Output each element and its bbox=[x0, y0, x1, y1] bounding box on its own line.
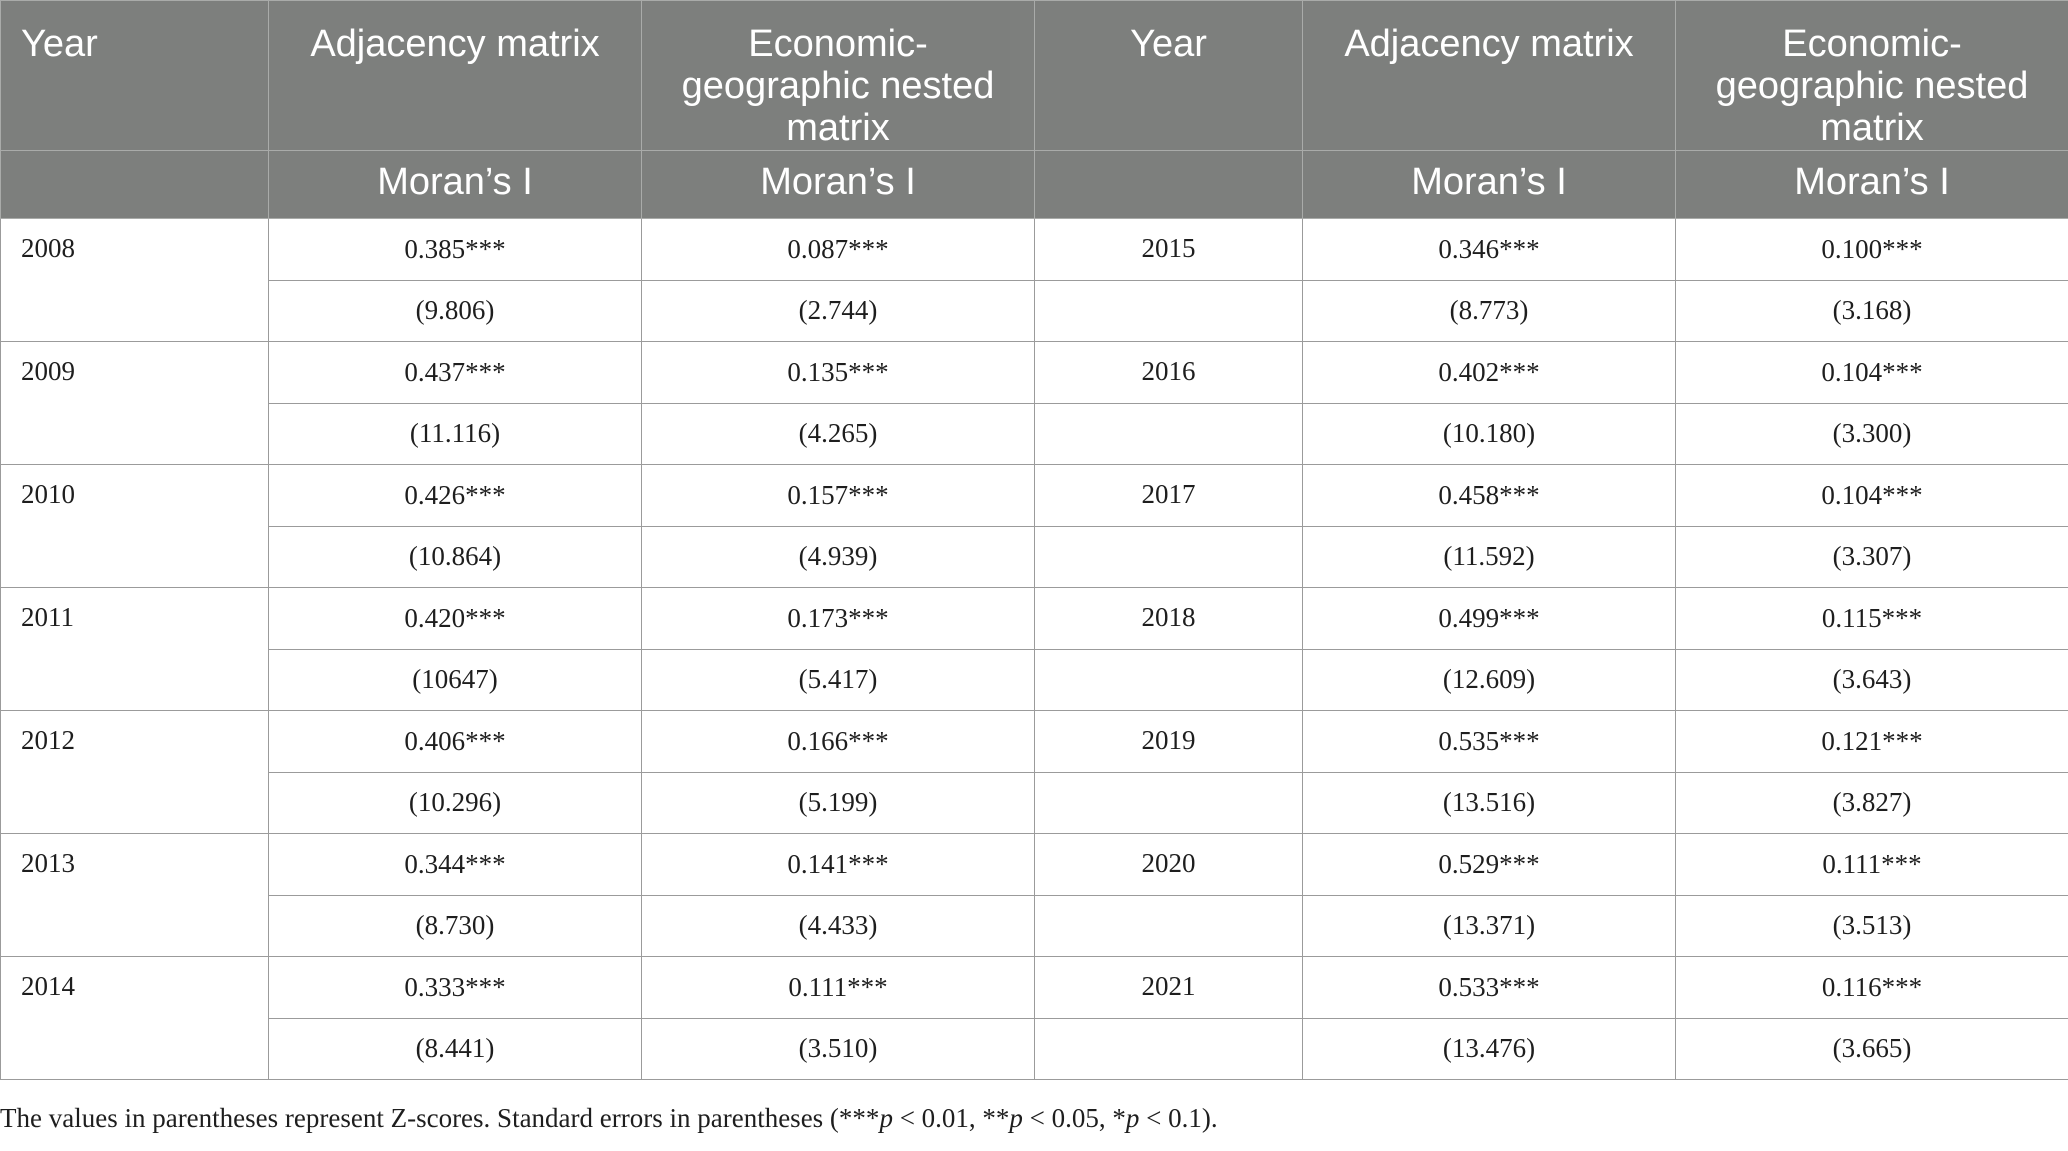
table-body bbox=[1, 219, 2068, 1080]
econ-morans-i-left: 0.141*** bbox=[642, 834, 1035, 896]
table-footnote bbox=[0, 1103, 2068, 1134]
subheader-morans-econ-right: Moran’s I bbox=[1676, 151, 2068, 219]
year-cell-right: 2019 bbox=[1035, 711, 1303, 773]
year-blank-right bbox=[1035, 895, 1303, 957]
year-cell-right: 2020 bbox=[1035, 834, 1303, 896]
econ-morans-i-right: 0.104*** bbox=[1676, 465, 2068, 527]
adjacency-zscore-right: (13.516) bbox=[1303, 772, 1676, 834]
footnote-text: < 0.05, * bbox=[1022, 1103, 1126, 1133]
table-row-zscore bbox=[1, 772, 2068, 834]
adjacency-morans-i-left: 0.426*** bbox=[269, 465, 642, 527]
year-blank-right bbox=[1035, 526, 1303, 588]
subheader-morans-adj-right: Moran’s I bbox=[1303, 151, 1676, 219]
table-row bbox=[1, 711, 2068, 773]
adjacency-morans-i-left: 0.385*** bbox=[269, 219, 642, 281]
table-row-zscore bbox=[1, 526, 2068, 588]
adjacency-morans-i-left: 0.344*** bbox=[269, 834, 642, 896]
adjacency-morans-i-left: 0.333*** bbox=[269, 957, 642, 1019]
econ-zscore-right: (3.643) bbox=[1676, 649, 2068, 711]
year-cell-left: 2014 bbox=[1, 957, 269, 1080]
table-row bbox=[1, 219, 2068, 281]
table-row-zscore bbox=[1, 1018, 2068, 1080]
econ-zscore-left: (4.433) bbox=[642, 895, 1035, 957]
adjacency-zscore-right: (13.476) bbox=[1303, 1018, 1676, 1080]
table-row bbox=[1, 588, 2068, 650]
econ-morans-i-left: 0.087*** bbox=[642, 219, 1035, 281]
header-row bbox=[1, 1, 2068, 151]
table-row bbox=[1, 342, 2068, 404]
econ-morans-i-right: 0.116*** bbox=[1676, 957, 2068, 1019]
year-cell-left: 2011 bbox=[1, 588, 269, 711]
adjacency-zscore-right: (12.609) bbox=[1303, 649, 1676, 711]
adjacency-morans-i-right: 0.529*** bbox=[1303, 834, 1676, 896]
econ-morans-i-right: 0.100*** bbox=[1676, 219, 2068, 281]
year-cell-right: 2018 bbox=[1035, 588, 1303, 650]
econ-zscore-left: (5.199) bbox=[642, 772, 1035, 834]
econ-zscore-right: (3.300) bbox=[1676, 403, 2068, 465]
adjacency-zscore-left: (9.806) bbox=[269, 280, 642, 342]
year-cell-left: 2012 bbox=[1, 711, 269, 834]
table-row-zscore bbox=[1, 280, 2068, 342]
adjacency-morans-i-right: 0.458*** bbox=[1303, 465, 1676, 527]
adjacency-zscore-right: (10.180) bbox=[1303, 403, 1676, 465]
footnote-text: The values in parentheses represent Z-scores. Standard errors in parentheses (*** bbox=[0, 1103, 880, 1133]
year-blank-right bbox=[1035, 403, 1303, 465]
subheader-blank-right bbox=[1035, 151, 1303, 219]
econ-zscore-left: (4.265) bbox=[642, 403, 1035, 465]
econ-morans-i-right: 0.121*** bbox=[1676, 711, 2068, 773]
adjacency-zscore-right: (11.592) bbox=[1303, 526, 1676, 588]
year-cell-right: 2017 bbox=[1035, 465, 1303, 527]
year-cell-right: 2021 bbox=[1035, 957, 1303, 1019]
subheader-blank-left bbox=[1, 151, 269, 219]
adjacency-morans-i-right: 0.535*** bbox=[1303, 711, 1676, 773]
adjacency-zscore-left: (8.730) bbox=[269, 895, 642, 957]
econ-morans-i-right: 0.111*** bbox=[1676, 834, 2068, 896]
footnote-p: p bbox=[1125, 1103, 1140, 1133]
year-blank-right bbox=[1035, 1018, 1303, 1080]
econ-morans-i-right: 0.115*** bbox=[1676, 588, 2068, 650]
adjacency-morans-i-left: 0.437*** bbox=[269, 342, 642, 404]
econ-zscore-right: (3.168) bbox=[1676, 280, 2068, 342]
adjacency-zscore-left: (10647) bbox=[269, 649, 642, 711]
table-row-zscore bbox=[1, 895, 2068, 957]
econ-zscore-right: (3.307) bbox=[1676, 526, 2068, 588]
adjacency-morans-i-right: 0.499*** bbox=[1303, 588, 1676, 650]
adjacency-morans-i-right: 0.533*** bbox=[1303, 957, 1676, 1019]
econ-zscore-left: (4.939) bbox=[642, 526, 1035, 588]
adjacency-morans-i-right: 0.402*** bbox=[1303, 342, 1676, 404]
adjacency-zscore-left: (11.116) bbox=[269, 403, 642, 465]
header-econ-left: Economic-geographic nested matrix bbox=[642, 1, 1035, 151]
econ-zscore-left: (3.510) bbox=[642, 1018, 1035, 1080]
econ-morans-i-right: 0.104*** bbox=[1676, 342, 2068, 404]
year-cell-left: 2013 bbox=[1, 834, 269, 957]
year-cell-left: 2009 bbox=[1, 342, 269, 465]
year-blank-right bbox=[1035, 649, 1303, 711]
header-adjacency-right: Adjacency matrix bbox=[1303, 1, 1676, 151]
footnote-p: p bbox=[879, 1103, 893, 1133]
year-cell-right: 2015 bbox=[1035, 219, 1303, 281]
econ-morans-i-left: 0.157*** bbox=[642, 465, 1035, 527]
table-row-zscore bbox=[1, 649, 2068, 711]
econ-zscore-right: (3.665) bbox=[1676, 1018, 2068, 1080]
header-adjacency-left: Adjacency matrix bbox=[269, 1, 642, 151]
econ-zscore-right: (3.827) bbox=[1676, 772, 2068, 834]
footnote-text: < 0.01, ** bbox=[892, 1103, 1010, 1133]
adjacency-zscore-right: (13.371) bbox=[1303, 895, 1676, 957]
econ-morans-i-left: 0.111*** bbox=[642, 957, 1035, 1019]
header-econ-right: Economic-geographic nested matrix bbox=[1676, 1, 2068, 151]
table-row bbox=[1, 465, 2068, 527]
adjacency-zscore-right: (8.773) bbox=[1303, 280, 1676, 342]
econ-zscore-left: (5.417) bbox=[642, 649, 1035, 711]
header-year-right: Year bbox=[1035, 1, 1303, 151]
adjacency-zscore-left: (10.864) bbox=[269, 526, 642, 588]
subheader-morans-econ-left: Moran’s I bbox=[642, 151, 1035, 219]
adjacency-morans-i-left: 0.406*** bbox=[269, 711, 642, 773]
adjacency-zscore-left: (8.441) bbox=[269, 1018, 642, 1080]
year-cell-left: 2008 bbox=[1, 219, 269, 342]
table-row bbox=[1, 834, 2068, 896]
year-blank-right bbox=[1035, 280, 1303, 342]
adjacency-morans-i-right: 0.346*** bbox=[1303, 219, 1676, 281]
footnote-text: < 0.1). bbox=[1139, 1103, 1218, 1133]
year-blank-right bbox=[1035, 772, 1303, 834]
table-row-zscore bbox=[1, 403, 2068, 465]
header-year-left: Year bbox=[1, 1, 269, 151]
year-cell-left: 2010 bbox=[1, 465, 269, 588]
footnote-p: p bbox=[1009, 1103, 1023, 1133]
econ-zscore-left: (2.744) bbox=[642, 280, 1035, 342]
adjacency-morans-i-left: 0.420*** bbox=[269, 588, 642, 650]
econ-morans-i-left: 0.135*** bbox=[642, 342, 1035, 404]
subheader-morans-adj-left: Moran’s I bbox=[269, 151, 642, 219]
econ-morans-i-left: 0.166*** bbox=[642, 711, 1035, 773]
subheader-row bbox=[1, 151, 2068, 219]
table-row bbox=[1, 957, 2068, 1019]
econ-morans-i-left: 0.173*** bbox=[642, 588, 1035, 650]
econ-zscore-right: (3.513) bbox=[1676, 895, 2068, 957]
year-cell-right: 2016 bbox=[1035, 342, 1303, 404]
adjacency-zscore-left: (10.296) bbox=[269, 772, 642, 834]
